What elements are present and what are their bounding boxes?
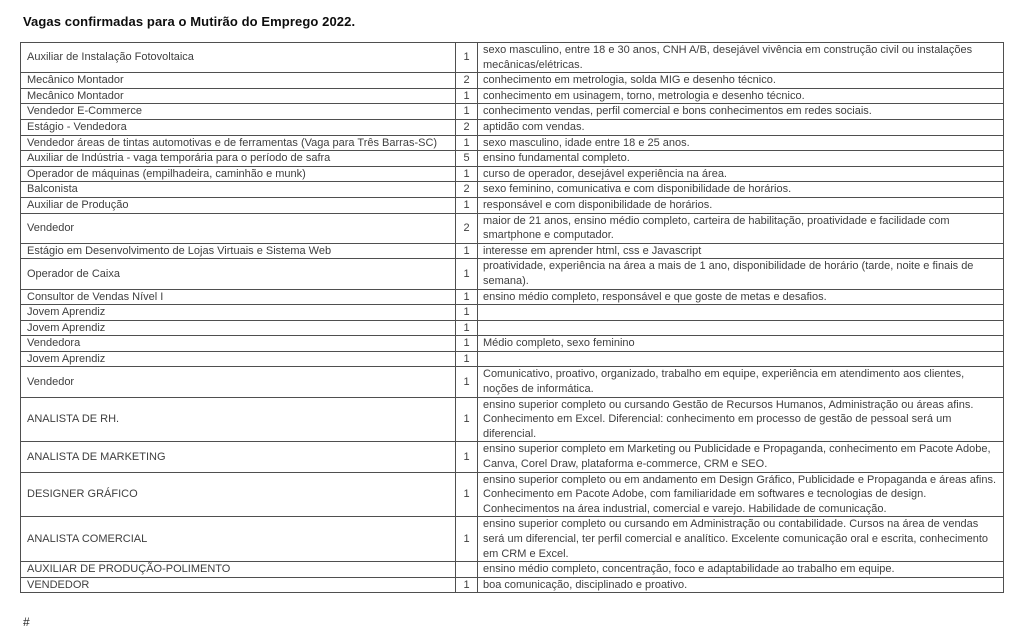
quantity-cell: 1 <box>456 166 478 182</box>
table-row <box>21 197 1004 213</box>
table-row <box>21 305 1004 321</box>
quantity-cell: 1 <box>456 135 478 151</box>
job-title-cell: DESIGNER GRÁFICO <box>21 472 456 517</box>
table-row <box>21 397 1004 442</box>
quantity-cell: 2 <box>456 73 478 89</box>
requirements-cell: sexo masculino, idade entre 18 e 25 anos. <box>478 135 1004 151</box>
requirements-cell: Comunicativo, proativo, organizado, trabalho em equipe, experiência em atendimento aos clientes, noções de informática. <box>478 367 1004 397</box>
table-row <box>21 336 1004 352</box>
job-title-cell: Vendedor <box>21 213 456 243</box>
table-row <box>21 367 1004 397</box>
job-title-cell: Estágio em Desenvolvimento de Lojas Virtuais e Sistema Web <box>21 243 456 259</box>
table-row <box>21 243 1004 259</box>
requirements-cell: conhecimento em metrologia, solda MIG e desenho técnico. <box>478 73 1004 89</box>
quantity-cell: 1 <box>456 577 478 593</box>
quantity-cell: 2 <box>456 213 478 243</box>
table-row <box>21 135 1004 151</box>
job-title-cell: ANALISTA DE MARKETING <box>21 442 456 472</box>
table-row <box>21 472 1004 517</box>
requirements-cell: ensino superior completo ou cursando em Administração ou contabilidade. Cursos na área de vendas será um diferencial, ter perfil comercial e analítico. Excelente comunicação oral e escrita, conhecimento em CRM e Excel. <box>478 517 1004 562</box>
quantity-cell: 1 <box>456 336 478 352</box>
table-row <box>21 182 1004 198</box>
table-row <box>21 73 1004 89</box>
table-row <box>21 213 1004 243</box>
table-row <box>21 320 1004 336</box>
footer-mark: # <box>23 615 30 629</box>
requirements-cell: aptidão com vendas. <box>478 119 1004 135</box>
job-title-cell: Jovem Aprendiz <box>21 351 456 367</box>
job-title-cell: Balconista <box>21 182 456 198</box>
requirements-cell: conhecimento vendas, perfil comercial e bons conhecimentos em redes sociais. <box>478 104 1004 120</box>
requirements-cell: ensino superior completo ou em andamento em Design Gráfico, Publicidade e Propaganda e áreas afins. Conhecimento em Pacote Adobe, com familiaridade em softwares e tecnologias de design. Conhecimentos na área industrial, comercial e varejo. Habilidade de comunicação. <box>478 472 1004 517</box>
job-title-cell: Auxiliar de Instalação Fotovoltaica <box>21 43 456 73</box>
quantity-cell: 1 <box>456 320 478 336</box>
job-title-cell: VENDEDOR <box>21 577 456 593</box>
requirements-cell: ensino médio completo, responsável e que goste de metas e desafios. <box>478 289 1004 305</box>
job-title-cell: Auxiliar de Indústria - vaga temporária para o período de safra <box>21 151 456 167</box>
quantity-cell: 5 <box>456 151 478 167</box>
table-row <box>21 119 1004 135</box>
quantity-cell: 1 <box>456 472 478 517</box>
job-title-cell: Mecânico Montador <box>21 73 456 89</box>
job-title-cell: Operador de máquinas (empilhadeira, caminhão e munk) <box>21 166 456 182</box>
job-title-cell: Mecânico Montador <box>21 88 456 104</box>
quantity-cell: 1 <box>456 442 478 472</box>
table-row <box>21 88 1004 104</box>
job-title-cell: Vendedor <box>21 367 456 397</box>
requirements-cell: responsável e com disponibilidade de horários. <box>478 197 1004 213</box>
vacancies-table <box>20 42 1004 593</box>
requirements-cell: conhecimento em usinagem, torno, metrologia e desenho técnico. <box>478 88 1004 104</box>
quantity-cell: 1 <box>456 367 478 397</box>
requirements-cell: ensino fundamental completo. <box>478 151 1004 167</box>
table-row <box>21 166 1004 182</box>
job-title-cell: ANALISTA COMERCIAL <box>21 517 456 562</box>
table-row <box>21 151 1004 167</box>
table-row <box>21 577 1004 593</box>
quantity-cell: 1 <box>456 104 478 120</box>
requirements-cell <box>478 351 1004 367</box>
table-row <box>21 104 1004 120</box>
table-row <box>21 259 1004 289</box>
vacancies-table-body <box>21 43 1004 593</box>
table-row <box>21 517 1004 562</box>
page-title: Vagas confirmadas para o Mutirão do Emprego 2022. <box>23 14 356 29</box>
quantity-cell: 1 <box>456 289 478 305</box>
requirements-cell: boa comunicação, disciplinado e proativo. <box>478 577 1004 593</box>
quantity-cell: 1 <box>456 351 478 367</box>
requirements-cell: proatividade, experiência na área a mais de 1 ano, disponibilidade de horário (tarde, noite e finais de semana). <box>478 259 1004 289</box>
requirements-cell: interesse em aprender html, css e Javascript <box>478 243 1004 259</box>
requirements-cell: ensino superior completo ou cursando Gestão de Recursos Humanos, Administração ou áreas afins. Conhecimento em Excel. Diferencial: conhecimento em processo de gestão de pessoal será um diferencial. <box>478 397 1004 442</box>
table-row <box>21 43 1004 73</box>
quantity-cell: 1 <box>456 259 478 289</box>
job-title-cell: Vendedora <box>21 336 456 352</box>
table-row <box>21 442 1004 472</box>
quantity-cell: 1 <box>456 88 478 104</box>
job-title-cell: Operador de Caixa <box>21 259 456 289</box>
requirements-cell: Médio completo, sexo feminino <box>478 336 1004 352</box>
quantity-cell: 2 <box>456 119 478 135</box>
quantity-cell: 1 <box>456 197 478 213</box>
quantity-cell <box>456 562 478 578</box>
requirements-cell: sexo feminino, comunicativa e com disponibilidade de horários. <box>478 182 1004 198</box>
job-title-cell: Consultor de Vendas Nível I <box>21 289 456 305</box>
table-row <box>21 562 1004 578</box>
table-row <box>21 351 1004 367</box>
requirements-cell: ensino superior completo em Marketing ou Publicidade e Propaganda, conhecimento em Pacote Adobe, Canva, Corel Draw, plataforma e-commerce, CRM e SEO. <box>478 442 1004 472</box>
job-title-cell: Vendedor áreas de tintas automotivas e de ferramentas (Vaga para Três Barras-SC) <box>21 135 456 151</box>
job-title-cell: Jovem Aprendiz <box>21 305 456 321</box>
requirements-cell: sexo masculino, entre 18 e 30 anos, CNH A/B, desejável vivência em construção civil ou instalações mecânicas/elétricas. <box>478 43 1004 73</box>
requirements-cell <box>478 320 1004 336</box>
quantity-cell: 2 <box>456 182 478 198</box>
quantity-cell: 1 <box>456 43 478 73</box>
quantity-cell: 1 <box>456 517 478 562</box>
job-title-cell: Estágio - Vendedora <box>21 119 456 135</box>
requirements-cell: ensino médio completo, concentração, foco e adaptabilidade ao trabalho em equipe. <box>478 562 1004 578</box>
job-title-cell: AUXILIAR DE PRODUÇÃO-POLIMENTO <box>21 562 456 578</box>
job-title-cell: Auxiliar de Produção <box>21 197 456 213</box>
requirements-cell <box>478 305 1004 321</box>
quantity-cell: 1 <box>456 397 478 442</box>
requirements-cell: maior de 21 anos, ensino médio completo, carteira de habilitação, proatividade e facilidade com smartphone e computador. <box>478 213 1004 243</box>
quantity-cell: 1 <box>456 243 478 259</box>
quantity-cell: 1 <box>456 305 478 321</box>
requirements-cell: curso de operador, desejável experiência na área. <box>478 166 1004 182</box>
table-row <box>21 289 1004 305</box>
job-title-cell: ANALISTA DE RH. <box>21 397 456 442</box>
job-title-cell: Jovem Aprendiz <box>21 320 456 336</box>
job-title-cell: Vendedor E-Commerce <box>21 104 456 120</box>
